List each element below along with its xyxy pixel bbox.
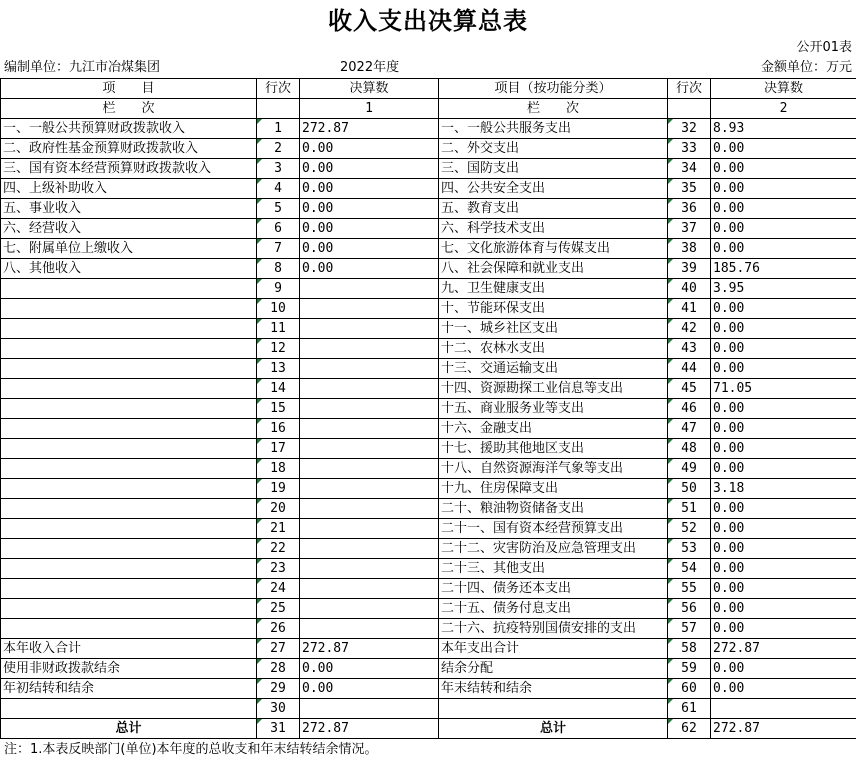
income-item bbox=[1, 439, 257, 459]
table-row bbox=[1, 339, 856, 359]
expense-amount: 0.00 bbox=[711, 619, 856, 639]
table-row bbox=[1, 199, 856, 219]
expense-item: 五、教育支出 bbox=[439, 199, 668, 219]
table-row bbox=[1, 419, 856, 439]
expense-amount: 0.00 bbox=[711, 159, 856, 179]
expense-amount: 0.00 bbox=[711, 499, 856, 519]
income-amount bbox=[300, 339, 439, 359]
expense-row-no: 44 bbox=[668, 359, 711, 379]
income-row-no: 5 bbox=[257, 199, 300, 219]
form-code: 公开01表 bbox=[796, 40, 852, 55]
table-row bbox=[1, 679, 856, 699]
income-row-no: 26 bbox=[257, 619, 300, 639]
income-item bbox=[1, 699, 257, 719]
income-row-no: 6 bbox=[257, 219, 300, 239]
income-amount: 0.00 bbox=[300, 659, 439, 679]
expense-amount: 0.00 bbox=[711, 519, 856, 539]
column-number-2: 2 bbox=[711, 99, 856, 119]
income-row-no: 16 bbox=[257, 419, 300, 439]
expense-amount: 0.00 bbox=[711, 459, 856, 479]
income-item bbox=[1, 539, 257, 559]
expense-item: 十六、金融支出 bbox=[439, 419, 668, 439]
income-item: 本年收入合计 bbox=[1, 639, 257, 659]
expense-row-no: 39 bbox=[668, 259, 711, 279]
header-amount-left: 决算数 bbox=[300, 79, 439, 99]
income-amount bbox=[300, 499, 439, 519]
expense-row-no: 41 bbox=[668, 299, 711, 319]
header-row bbox=[1, 79, 856, 99]
column-label-left: 栏 次 bbox=[1, 99, 257, 119]
expense-amount: 71.05 bbox=[711, 379, 856, 399]
income-item: 七、附属单位上缴收入 bbox=[1, 239, 257, 259]
income-item bbox=[1, 399, 257, 419]
income-amount bbox=[300, 459, 439, 479]
expense-item: 二十四、债务还本支出 bbox=[439, 579, 668, 599]
expense-row-no: 59 bbox=[668, 659, 711, 679]
income-row-no: 22 bbox=[257, 539, 300, 559]
income-item: 使用非财政拨款结余 bbox=[1, 659, 257, 679]
expense-amount bbox=[711, 699, 856, 719]
expense-row-no: 61 bbox=[668, 699, 711, 719]
income-amount: 272.87 bbox=[300, 639, 439, 659]
income-item bbox=[1, 599, 257, 619]
expense-item: 七、文化旅游体育与传媒支出 bbox=[439, 239, 668, 259]
expense-item: 三、国防支出 bbox=[439, 159, 668, 179]
income-amount bbox=[300, 519, 439, 539]
table-row bbox=[1, 459, 856, 479]
table-row bbox=[1, 379, 856, 399]
expense-row-no: 45 bbox=[668, 379, 711, 399]
column-number-row bbox=[1, 99, 856, 119]
expense-amount: 0.00 bbox=[711, 239, 856, 259]
header-row-no-right: 行次 bbox=[668, 79, 711, 99]
expense-row-no: 52 bbox=[668, 519, 711, 539]
expense-row-no: 33 bbox=[668, 139, 711, 159]
expense-row-no: 40 bbox=[668, 279, 711, 299]
table-row bbox=[1, 279, 856, 299]
table-row bbox=[1, 699, 856, 719]
expense-amount: 0.00 bbox=[711, 399, 856, 419]
reporting-unit: 编制单位：九江市冶煤集团 bbox=[4, 60, 161, 75]
table-row bbox=[1, 359, 856, 379]
total-expense-label: 总计 bbox=[439, 719, 668, 739]
table-row bbox=[1, 579, 856, 599]
income-row-no: 8 bbox=[257, 259, 300, 279]
expense-row-no: 56 bbox=[668, 599, 711, 619]
expense-item: 九、卫生健康支出 bbox=[439, 279, 668, 299]
fiscal-year: 2022年度 bbox=[340, 60, 400, 75]
income-item bbox=[1, 499, 257, 519]
income-row-no: 14 bbox=[257, 379, 300, 399]
expense-row-no: 51 bbox=[668, 499, 711, 519]
income-amount bbox=[300, 439, 439, 459]
total-income-row-no: 31 bbox=[257, 719, 300, 739]
income-amount bbox=[300, 399, 439, 419]
table-row bbox=[1, 179, 856, 199]
income-amount bbox=[300, 359, 439, 379]
expense-item: 十二、农林水支出 bbox=[439, 339, 668, 359]
expense-row-no: 46 bbox=[668, 399, 711, 419]
expense-item: 二十、粮油物资储备支出 bbox=[439, 499, 668, 519]
expense-amount: 0.00 bbox=[711, 339, 856, 359]
table-row bbox=[1, 539, 856, 559]
income-row-no: 29 bbox=[257, 679, 300, 699]
income-row-no: 1 bbox=[257, 119, 300, 139]
income-row-no: 11 bbox=[257, 319, 300, 339]
expense-amount: 0.00 bbox=[711, 419, 856, 439]
income-amount bbox=[300, 279, 439, 299]
income-amount: 0.00 bbox=[300, 219, 439, 239]
expense-amount: 0.00 bbox=[711, 299, 856, 319]
income-amount: 0.00 bbox=[300, 139, 439, 159]
income-amount: 0.00 bbox=[300, 179, 439, 199]
total-income-label: 总计 bbox=[1, 719, 257, 739]
column-blank-left bbox=[257, 99, 300, 119]
expense-amount: 8.93 bbox=[711, 119, 856, 139]
income-item: 四、上级补助收入 bbox=[1, 179, 257, 199]
income-amount bbox=[300, 599, 439, 619]
income-item bbox=[1, 359, 257, 379]
expense-row-no: 50 bbox=[668, 479, 711, 499]
income-item bbox=[1, 559, 257, 579]
income-amount bbox=[300, 379, 439, 399]
income-item bbox=[1, 319, 257, 339]
income-row-no: 27 bbox=[257, 639, 300, 659]
expense-item: 十四、资源勘探工业信息等支出 bbox=[439, 379, 668, 399]
total-income-amount: 272.87 bbox=[300, 719, 439, 739]
expense-item: 结余分配 bbox=[439, 659, 668, 679]
expense-row-no: 36 bbox=[668, 199, 711, 219]
income-amount bbox=[300, 699, 439, 719]
table-row bbox=[1, 299, 856, 319]
income-row-no: 19 bbox=[257, 479, 300, 499]
income-amount: 0.00 bbox=[300, 259, 439, 279]
expense-amount: 3.18 bbox=[711, 479, 856, 499]
income-amount bbox=[300, 319, 439, 339]
income-row-no: 18 bbox=[257, 459, 300, 479]
expense-amount: 0.00 bbox=[711, 439, 856, 459]
income-item bbox=[1, 339, 257, 359]
table-row bbox=[1, 319, 856, 339]
table-row bbox=[1, 499, 856, 519]
income-row-no: 25 bbox=[257, 599, 300, 619]
expense-item: 年末结转和结余 bbox=[439, 679, 668, 699]
income-item bbox=[1, 299, 257, 319]
expense-item: 二、外交支出 bbox=[439, 139, 668, 159]
expense-amount: 0.00 bbox=[711, 199, 856, 219]
expense-item: 二十二、灾害防治及应急管理支出 bbox=[439, 539, 668, 559]
income-row-no: 12 bbox=[257, 339, 300, 359]
expense-row-no: 42 bbox=[668, 319, 711, 339]
income-row-no: 20 bbox=[257, 499, 300, 519]
column-blank-right bbox=[668, 99, 711, 119]
income-item bbox=[1, 519, 257, 539]
income-item bbox=[1, 379, 257, 399]
header-row-no-left: 行次 bbox=[257, 79, 300, 99]
expense-amount: 272.87 bbox=[711, 639, 856, 659]
expense-row-no: 35 bbox=[668, 179, 711, 199]
expense-item: 十一、城乡社区支出 bbox=[439, 319, 668, 339]
income-amount: 0.00 bbox=[300, 159, 439, 179]
expense-row-no: 47 bbox=[668, 419, 711, 439]
expense-amount: 0.00 bbox=[711, 219, 856, 239]
income-row-no: 10 bbox=[257, 299, 300, 319]
income-item bbox=[1, 419, 257, 439]
income-row-no: 17 bbox=[257, 439, 300, 459]
income-row-no: 13 bbox=[257, 359, 300, 379]
footnote: 注：1.本表反映部门(单位)本年度的总收支和年末结转结余情况。 bbox=[4, 742, 378, 757]
table-row bbox=[1, 559, 856, 579]
income-amount bbox=[300, 299, 439, 319]
expense-item: 二十五、债务付息支出 bbox=[439, 599, 668, 619]
expense-amount: 0.00 bbox=[711, 679, 856, 699]
expense-row-no: 37 bbox=[668, 219, 711, 239]
expense-row-no: 38 bbox=[668, 239, 711, 259]
expense-row-no: 48 bbox=[668, 439, 711, 459]
income-row-no: 21 bbox=[257, 519, 300, 539]
income-amount bbox=[300, 479, 439, 499]
amount-unit: 金额单位：万元 bbox=[760, 60, 852, 75]
expense-amount: 0.00 bbox=[711, 539, 856, 559]
income-amount bbox=[300, 579, 439, 599]
expense-item bbox=[439, 699, 668, 719]
table-row bbox=[1, 519, 856, 539]
income-item: 八、其他收入 bbox=[1, 259, 257, 279]
income-amount bbox=[300, 559, 439, 579]
income-row-no: 15 bbox=[257, 399, 300, 419]
income-item: 年初结转和结余 bbox=[1, 679, 257, 699]
expense-item: 二十三、其他支出 bbox=[439, 559, 668, 579]
header-item-left: 项 目 bbox=[1, 79, 257, 99]
income-amount bbox=[300, 419, 439, 439]
income-row-no: 24 bbox=[257, 579, 300, 599]
expense-item: 二十一、国有资本经营预算支出 bbox=[439, 519, 668, 539]
expense-item: 本年支出合计 bbox=[439, 639, 668, 659]
income-item: 六、经营收入 bbox=[1, 219, 257, 239]
total-row bbox=[1, 719, 856, 739]
expense-item: 十七、援助其他地区支出 bbox=[439, 439, 668, 459]
income-row-no: 2 bbox=[257, 139, 300, 159]
income-row-no: 28 bbox=[257, 659, 300, 679]
expense-row-no: 34 bbox=[668, 159, 711, 179]
expense-item: 六、科学技术支出 bbox=[439, 219, 668, 239]
table-row bbox=[1, 619, 856, 639]
income-row-no: 3 bbox=[257, 159, 300, 179]
income-amount: 0.00 bbox=[300, 239, 439, 259]
expense-amount: 0.00 bbox=[711, 599, 856, 619]
expense-item: 八、社会保障和就业支出 bbox=[439, 259, 668, 279]
table-row bbox=[1, 399, 856, 419]
income-item bbox=[1, 459, 257, 479]
income-row-no: 9 bbox=[257, 279, 300, 299]
table-row bbox=[1, 639, 856, 659]
expense-item: 十八、自然资源海洋气象等支出 bbox=[439, 459, 668, 479]
income-item: 五、事业收入 bbox=[1, 199, 257, 219]
table-row bbox=[1, 659, 856, 679]
total-expense-amount: 272.87 bbox=[711, 719, 856, 739]
expense-amount: 0.00 bbox=[711, 559, 856, 579]
income-amount bbox=[300, 539, 439, 559]
income-item: 二、政府性基金预算财政拨款收入 bbox=[1, 139, 257, 159]
income-amount: 0.00 bbox=[300, 679, 439, 699]
expense-row-no: 32 bbox=[668, 119, 711, 139]
expense-item: 十五、商业服务业等支出 bbox=[439, 399, 668, 419]
table-row bbox=[1, 159, 856, 179]
expense-amount: 0.00 bbox=[711, 319, 856, 339]
income-item: 一、一般公共预算财政拨款收入 bbox=[1, 119, 257, 139]
income-row-no: 23 bbox=[257, 559, 300, 579]
expense-row-no: 43 bbox=[668, 339, 711, 359]
expense-item: 四、公共安全支出 bbox=[439, 179, 668, 199]
expense-item: 一、一般公共服务支出 bbox=[439, 119, 668, 139]
table-row bbox=[1, 119, 856, 139]
income-item bbox=[1, 579, 257, 599]
header-item-right: 项目（按功能分类） bbox=[439, 79, 668, 99]
expense-amount: 0.00 bbox=[711, 139, 856, 159]
expense-item: 十九、住房保障支出 bbox=[439, 479, 668, 499]
expense-amount: 0.00 bbox=[711, 359, 856, 379]
expense-row-no: 58 bbox=[668, 639, 711, 659]
income-row-no: 4 bbox=[257, 179, 300, 199]
income-item bbox=[1, 619, 257, 639]
income-item bbox=[1, 279, 257, 299]
table-row bbox=[1, 599, 856, 619]
table-row bbox=[1, 259, 856, 279]
table-row bbox=[1, 239, 856, 259]
column-number-1: 1 bbox=[300, 99, 439, 119]
expense-item: 二十六、抗疫特别国债安排的支出 bbox=[439, 619, 668, 639]
income-expenditure-table bbox=[0, 78, 856, 739]
expense-amount: 185.76 bbox=[711, 259, 856, 279]
expense-item: 十三、交通运输支出 bbox=[439, 359, 668, 379]
income-row-no: 7 bbox=[257, 239, 300, 259]
expense-amount: 3.95 bbox=[711, 279, 856, 299]
income-row-no: 30 bbox=[257, 699, 300, 719]
income-amount bbox=[300, 619, 439, 639]
income-amount: 272.87 bbox=[300, 119, 439, 139]
total-expense-row-no: 62 bbox=[668, 719, 711, 739]
table-row bbox=[1, 479, 856, 499]
expense-row-no: 54 bbox=[668, 559, 711, 579]
expense-row-no: 60 bbox=[668, 679, 711, 699]
expense-item: 十、节能环保支出 bbox=[439, 299, 668, 319]
income-item bbox=[1, 479, 257, 499]
column-label-right: 栏 次 bbox=[439, 99, 668, 119]
expense-row-no: 53 bbox=[668, 539, 711, 559]
table-row bbox=[1, 439, 856, 459]
income-item: 三、国有资本经营预算财政拨款收入 bbox=[1, 159, 257, 179]
expense-amount: 0.00 bbox=[711, 659, 856, 679]
expense-amount: 0.00 bbox=[711, 179, 856, 199]
income-amount: 0.00 bbox=[300, 199, 439, 219]
header-amount-right: 决算数 bbox=[711, 79, 856, 99]
expense-row-no: 55 bbox=[668, 579, 711, 599]
table-row bbox=[1, 139, 856, 159]
expense-row-no: 57 bbox=[668, 619, 711, 639]
table-row bbox=[1, 219, 856, 239]
expense-row-no: 49 bbox=[668, 459, 711, 479]
expense-amount: 0.00 bbox=[711, 579, 856, 599]
table-title: 收入支出决算总表 bbox=[328, 7, 528, 35]
